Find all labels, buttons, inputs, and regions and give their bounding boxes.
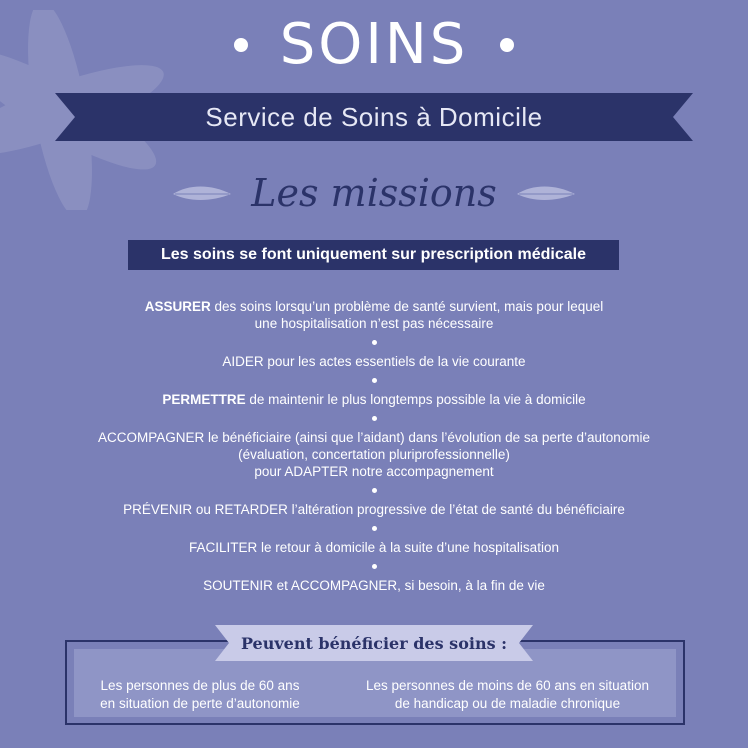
mission-item-permettre xyxy=(40,391,708,408)
mission-item-accompagner xyxy=(40,429,708,480)
leaf-right-icon xyxy=(515,182,577,204)
mission-item-soutenir xyxy=(40,577,708,594)
mission-keyword: PERMETTRE xyxy=(162,392,246,407)
beneficiaries-title: Peuvent bénéficier des soins : xyxy=(240,633,508,653)
mission-text: FACILITER le retour à domicile à la suite d’une hospitalisation xyxy=(189,540,559,555)
page-header xyxy=(0,10,748,80)
separator-dot xyxy=(372,416,377,421)
separator-dot xyxy=(372,564,377,569)
beneficiaries-heading xyxy=(215,625,533,661)
mission-item-assurer xyxy=(40,298,708,332)
mission-keyword: ASSURER xyxy=(144,299,211,314)
beneficiary-text: Les personnes de plus de 60 ans xyxy=(100,678,300,693)
separator-dot xyxy=(372,526,377,531)
mission-text: SOUTENIR et ACCOMPAGNER, si besoin, à la fin de vie xyxy=(203,578,545,593)
prescription-notice: Les soins se font uniquement sur prescription médicale xyxy=(128,240,619,270)
beneficiary-group-over-60 xyxy=(80,677,320,713)
mission-item-aider xyxy=(40,353,708,370)
beneficiary-text: de handicap ou de maladie chronique xyxy=(394,696,621,711)
beneficiary-group-under-60 xyxy=(340,677,675,713)
mission-text: des soins lorsqu’un problème de santé survient, mais pour lequel xyxy=(210,299,604,314)
mission-text-line3: pour ADAPTER notre accompagnement xyxy=(254,464,494,479)
mission-text: ACCOMPAGNER le bénéficiaire (ainsi que l’aidant) dans l’évolution de sa perte d’autonomie xyxy=(97,430,651,445)
separator-dot xyxy=(372,378,377,383)
mission-text: PRÉVENIR ou RETARDER l’altération progressive de l’état de santé du bénéficiaire xyxy=(123,502,625,517)
missions-title: Les missions xyxy=(251,170,497,215)
mission-item-faciliter xyxy=(40,539,708,556)
beneficiary-text: Les personnes de moins de 60 ans en situation xyxy=(366,678,649,693)
mission-text-line2: une hospitalisation n’est pas nécessaire xyxy=(254,316,494,331)
mission-text: AIDER pour les actes essentiels de la vie courante xyxy=(222,354,526,369)
page-title: SOINS xyxy=(279,12,469,77)
subtitle-banner xyxy=(55,93,693,141)
mission-text: de maintenir le plus longtemps possible la vie à domicile xyxy=(245,392,586,407)
missions-heading xyxy=(0,165,748,220)
mission-item-prevenir xyxy=(40,501,708,518)
beneficiary-text: en situation de perte d’autonomie xyxy=(100,696,300,711)
bullet-dot-right xyxy=(500,38,514,52)
separator-dot xyxy=(372,488,377,493)
bullet-dot-left xyxy=(234,38,248,52)
page-subtitle: Service de Soins à Domicile xyxy=(205,101,543,132)
mission-text-line2: (évaluation, concertation pluriprofessionnelle) xyxy=(238,447,510,462)
separator-dot xyxy=(372,340,377,345)
leaf-left-icon xyxy=(171,182,233,204)
mission-list xyxy=(40,298,708,594)
